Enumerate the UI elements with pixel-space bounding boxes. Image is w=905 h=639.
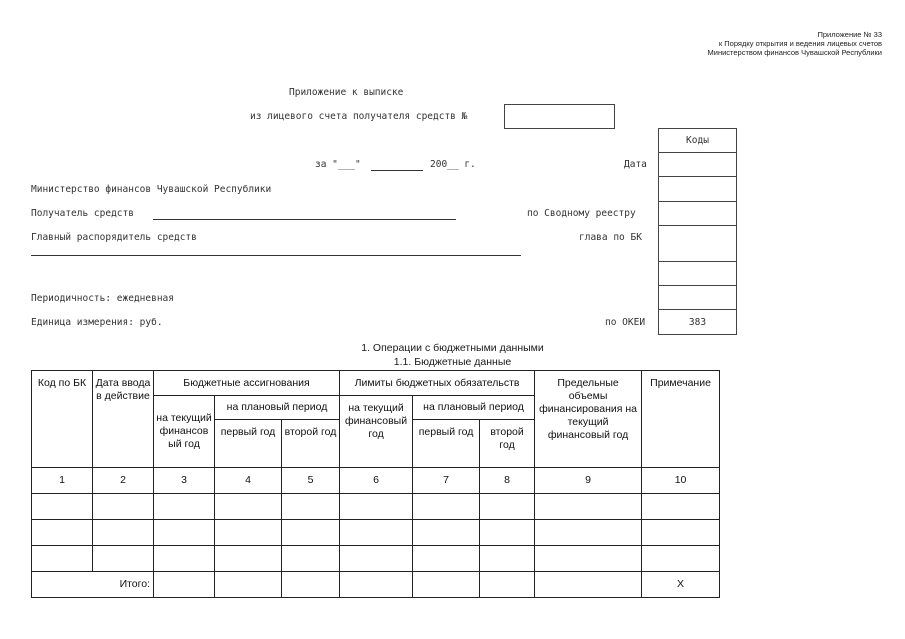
header-limits-second-year: второй год xyxy=(480,420,535,468)
table-cell[interactable] xyxy=(154,520,215,546)
code-glava-cell[interactable] xyxy=(659,226,737,262)
header-kbk: Код по БК xyxy=(32,371,93,468)
header-assignments: Бюджетные ассигнования xyxy=(154,371,340,396)
table-cell[interactable] xyxy=(282,520,340,546)
table-cell[interactable] xyxy=(340,520,413,546)
table-cell[interactable] xyxy=(93,546,154,572)
chief-label: Главный распорядитель средств xyxy=(31,232,197,243)
column-number: 5 xyxy=(282,468,340,494)
table-cell[interactable] xyxy=(32,546,93,572)
table-cell[interactable] xyxy=(93,520,154,546)
column-number: 6 xyxy=(340,468,413,494)
registry-label: по Сводному реестру xyxy=(527,208,636,219)
table-cell[interactable] xyxy=(93,494,154,520)
account-number-field[interactable] xyxy=(504,104,615,129)
table-cell[interactable] xyxy=(480,572,535,598)
table-cell[interactable] xyxy=(413,572,480,598)
annex-header xyxy=(708,30,882,57)
table-cell[interactable] xyxy=(340,494,413,520)
column-number: 2 xyxy=(93,468,154,494)
header-date: Дата ввода в действие xyxy=(93,371,154,468)
period-month-line xyxy=(371,170,423,171)
table-cell[interactable] xyxy=(535,546,642,572)
code-ministry-cell[interactable] xyxy=(659,177,737,202)
header-note: Примечание xyxy=(642,371,720,468)
table-cell[interactable] xyxy=(154,546,215,572)
table-cell[interactable] xyxy=(282,494,340,520)
header-limits: Лимиты бюджетных обязательств xyxy=(340,371,535,396)
header-volumes: Предельные объемы финансирования на текущий финансовый год xyxy=(535,371,642,468)
table-cell[interactable] xyxy=(282,572,340,598)
header-limits-first-year: первый год xyxy=(413,420,480,468)
table-cell[interactable] xyxy=(215,494,282,520)
table-row xyxy=(32,546,720,572)
table-cell[interactable] xyxy=(340,546,413,572)
header-limits-plan: на плановый период xyxy=(413,396,535,420)
annex-line-2: к Порядку открытия и ведения лицевых счетов xyxy=(718,39,882,48)
chief-line xyxy=(31,255,521,256)
recipient-label: Получатель средств xyxy=(31,208,134,219)
table-cell[interactable] xyxy=(535,572,642,598)
period-prefix: за "___" xyxy=(315,159,361,170)
total-label: Итого: xyxy=(32,572,154,598)
table-cell[interactable] xyxy=(282,546,340,572)
table-cell[interactable] xyxy=(480,546,535,572)
table-cell[interactable] xyxy=(413,546,480,572)
column-number: 10 xyxy=(642,468,720,494)
okei-label: по ОКЕИ xyxy=(605,317,646,328)
code-periodicity-cell[interactable] xyxy=(659,286,737,310)
column-number: 1 xyxy=(32,468,93,494)
document-title: Приложение к выписке xyxy=(289,87,404,98)
table-cell[interactable] xyxy=(215,546,282,572)
date-label: Дата xyxy=(624,159,647,170)
annex-line-1: Приложение № 33 xyxy=(817,30,882,39)
section-title: 1. Операции с бюджетными данными xyxy=(361,342,544,354)
column-number-row xyxy=(32,468,720,494)
table-cell[interactable] xyxy=(413,494,480,520)
table-cell[interactable] xyxy=(154,494,215,520)
ministry-label: Министерство финансов Чувашской Республики xyxy=(31,184,272,195)
column-number: 9 xyxy=(535,468,642,494)
unit-label: Единица измерения: руб. xyxy=(31,317,163,328)
column-number: 7 xyxy=(413,468,480,494)
table-cell[interactable] xyxy=(642,546,720,572)
table-cell[interactable] xyxy=(215,572,282,598)
total-row xyxy=(32,572,720,598)
table-cell[interactable] xyxy=(32,520,93,546)
budget-data-table xyxy=(31,370,720,598)
header-limits-current: на текущий финансовый год xyxy=(340,396,413,468)
header-assign-first-year: первый год xyxy=(215,420,282,468)
header-assign-current: на текущий финансов ый год xyxy=(154,396,215,468)
header-assign-plan: на плановый период xyxy=(215,396,340,420)
table-cell[interactable] xyxy=(642,494,720,520)
table-cell[interactable] xyxy=(535,520,642,546)
recipient-line xyxy=(153,219,456,220)
annex-line-3: Министерством финансов Чувашской Республики xyxy=(707,48,882,57)
periodicity-label: Периодичность: ежедневная xyxy=(31,293,174,304)
column-number: 4 xyxy=(215,468,282,494)
code-okei-cell: 383 xyxy=(659,310,737,335)
period-year: 200__ г. xyxy=(430,159,476,170)
section-subtitle: 1.1. Бюджетные данные xyxy=(393,356,512,368)
codes-header: Коды xyxy=(659,129,737,153)
table-cell[interactable] xyxy=(413,520,480,546)
table-row xyxy=(32,520,720,546)
code-date-cell[interactable] xyxy=(659,153,737,177)
column-number: 8 xyxy=(480,468,535,494)
column-number: 3 xyxy=(154,468,215,494)
table-cell[interactable] xyxy=(642,520,720,546)
table-cell[interactable] xyxy=(215,520,282,546)
table-cell[interactable] xyxy=(480,520,535,546)
code-registry-cell[interactable] xyxy=(659,202,737,226)
table-cell[interactable] xyxy=(480,494,535,520)
header-assign-second-year: второй год xyxy=(282,420,340,468)
code-blank-cell-1[interactable] xyxy=(659,262,737,286)
document-subtitle: из лицевого счета получателя средств № xyxy=(250,111,468,122)
table-cell[interactable] xyxy=(340,572,413,598)
table-row xyxy=(32,494,720,520)
glava-label: глава по БК xyxy=(579,232,642,243)
table-cell[interactable] xyxy=(32,494,93,520)
codes-table xyxy=(658,128,737,335)
table-cell[interactable] xyxy=(154,572,215,598)
table-cell[interactable] xyxy=(535,494,642,520)
total-note: Х xyxy=(642,572,720,598)
